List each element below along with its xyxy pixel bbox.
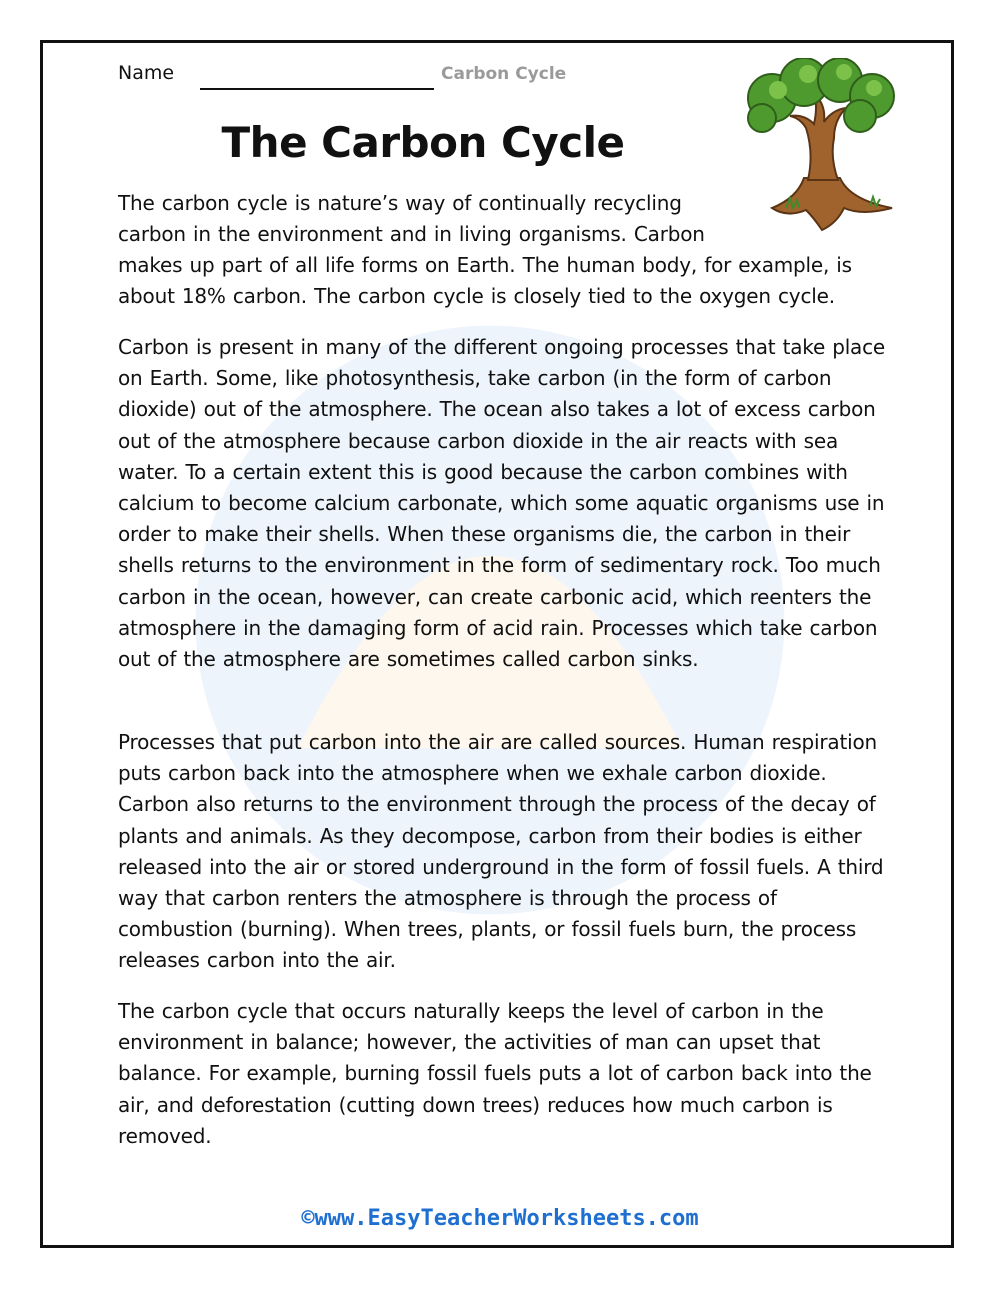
paragraph-carbon-sinks: Carbon is present in many of the different ongoing processes that take place on Earth. Some, like photosynthesis, take carbon (in the form of carbon dioxide) out of the atmosphere. The ocean also takes a lot of excess carbon out of the atmosphere because carbon dioxide in the air reacts with sea water. To a certain extent this is good because the carbon combines with calcium to become calcium carbonate, which some aquatic organisms use in order to make their shells. When these organisms die, the carbon in their shells returns to the environment in the form of sedimentary rock. Too much carbon in the ocean, however, can create carbonic acid, which reenters the atmosphere in the damaging form of acid rain. Processes which take carbon out of the atmosphere are sometimes called carbon sinks. xyxy=(118,335,886,672)
name-label: Name xyxy=(118,62,175,84)
paragraph-intro-part2: makes up part of all life forms on Earth. The human body, for example, is about 18% carbon. The carbon cycle is closely tied to the oxygen cycle. xyxy=(118,253,852,309)
footer-website-link[interactable]: ©www.EasyTeacherWorksheets.com xyxy=(301,1206,699,1231)
tree-icon xyxy=(742,58,902,236)
page-title: The Carbon Cycle xyxy=(221,118,625,167)
name-field-line[interactable] xyxy=(200,88,434,90)
paragraph-carbon-sources: Processes that put carbon into the air are called sources. Human respiration puts carbon back into the atmosphere when we exhale carbon dioxide. Carbon also returns to the environment through the process of the decay of plants and animals. As they decompose, carbon from their bodies is either released into the air or stored underground in the form of fossil fuels. A third way that carbon renters the atmosphere is through the process of combustion (burning). When trees, plants, or fossil fuels burn, the process releases carbon into the air. xyxy=(118,730,884,973)
paragraph-intro-part1: The carbon cycle is nature’s way of continually recycling carbon in the environment and in living organisms. Carbon xyxy=(118,191,705,247)
subject-tag: Carbon Cycle xyxy=(441,64,567,84)
paragraph-balance: The carbon cycle that occurs naturally keeps the level of carbon in the environment in balance; however, the activities of man can upset that balance. For example, burning fossil fuels puts a lot of carbon back into the air, and deforestation (cutting down trees) reduces how much carbon is removed. xyxy=(118,999,872,1148)
